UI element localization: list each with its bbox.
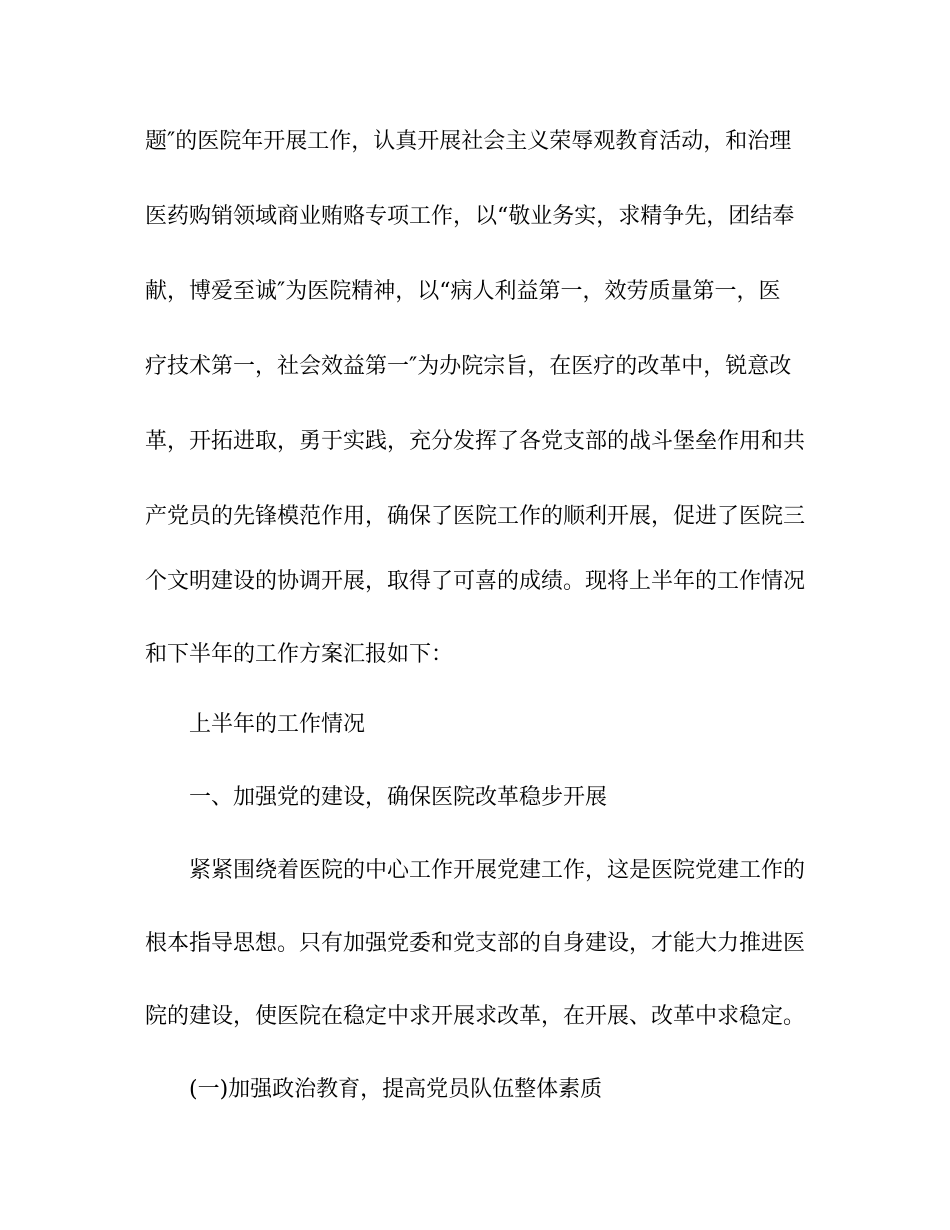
paragraph-line-12: 根本指导思想。只有加强党委和党支部的自身建设，才能大力推进医	[145, 931, 806, 956]
paragraph-line-4: 疗技术第一，社会效益第一″为办院宗旨，在医疗的改革中，锐意改	[145, 354, 792, 379]
subheading-political-education: (一)加强政治教育，提高党员队伍整体素质	[189, 1077, 603, 1102]
paragraph-line-8: 和下半年的工作方案汇报如下：	[145, 642, 454, 667]
paragraph-line-6: 产党员的先锋模范作用，确保了医院工作的顺利开展，促进了医院三	[145, 504, 806, 529]
paragraph-line-7: 个文明建设的协调开展，取得了可喜的成绩。现将上半年的工作情况	[145, 569, 806, 594]
paragraph-line-3: 献，博爱至诚″为医院精神，以“病人利益第一，效劳质量第一，医	[145, 279, 781, 304]
paragraph-line-11: 紧紧围绕着医院的中心工作开展党建工作，这是医院党建工作的	[189, 858, 806, 883]
paragraph-line-5: 革，开拓进取，勇于实践，充分发挥了各党支部的战斗堡垒作用和共	[145, 429, 806, 454]
paragraph-line-1: 题″的医院年开展工作，认真开展社会主义荣辱观教育活动，和治理	[145, 129, 792, 154]
section-heading-first-half: 上半年的工作情况	[189, 712, 366, 737]
heading-party-building: 一、加强党的建设，确保医院改革稳步开展	[189, 785, 608, 810]
paragraph-line-13: 院的建设，使医院在稳定中求开展求改革，在开展、改革中求稳定。	[145, 1004, 806, 1029]
paragraph-line-2: 医药购销领域商业贿赂专项工作，以“敬业务实，求精争先，团结奉	[145, 204, 795, 229]
